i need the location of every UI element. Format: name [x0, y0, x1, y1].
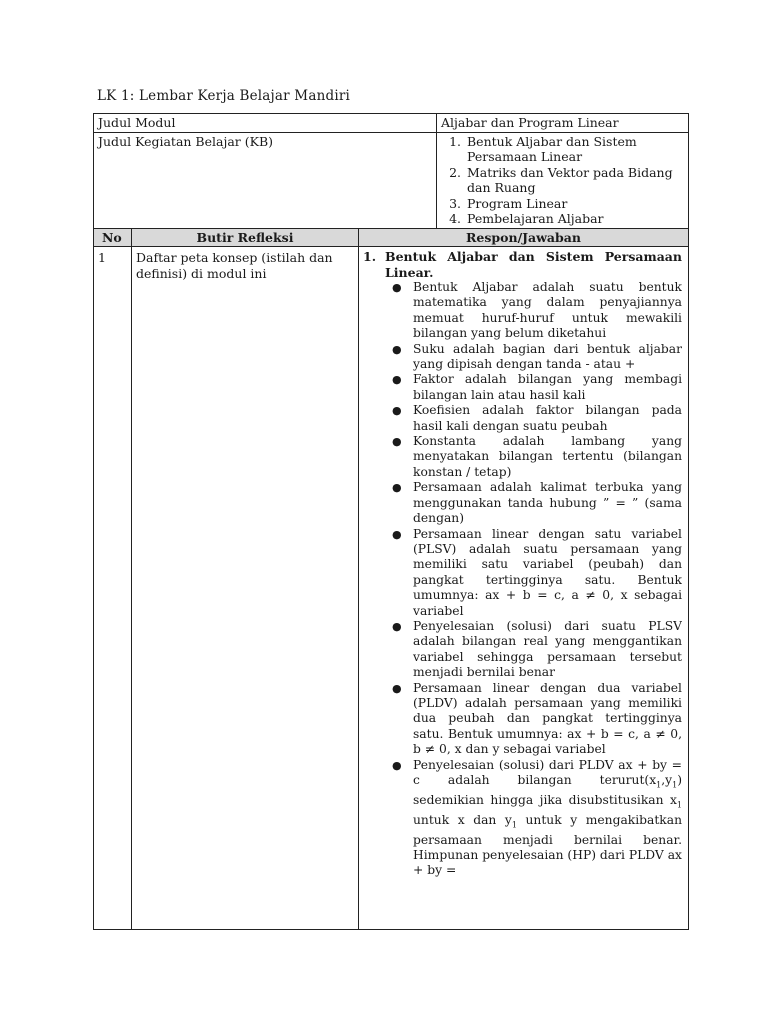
header-no: No	[94, 229, 132, 247]
reflection-table	[93, 228, 689, 930]
definition-text: Koefisien adalah faktor bilangan pada hasil kali dengan suatu peubah	[413, 403, 682, 433]
section-title: Bentuk Aljabar dan Sistem Persamaan Linear.	[385, 249, 682, 280]
kb-item: 3. Program Linear	[465, 196, 684, 212]
definition-text: Bentuk Aljabar adalah suatu bentuk matematika yang dalam penyajiannya memuat huruf-huruf untuk mewakili bilangan yang belum diketahui	[413, 280, 682, 341]
list-item	[392, 372, 682, 403]
definition-text: Penyelesaian (solusi) dari PLDV ax + by = c adalah bilangan $terurut(x_1,y_1)$ sedemikian hingga jika disubstitusikan $x_1$ untuk x dan $y_1$ untuk y mengakibatkan persamaan menjadi bernilai benar. Himpunan penyelesaian (HP) dari PLDV ax + by =	[413, 757, 682, 878]
kb-list	[441, 134, 684, 227]
kb-label: Judul Kegiatan Belajar (KB)	[94, 132, 437, 228]
kb-list-cell	[437, 132, 689, 228]
definition-text: Suku adalah bagian dari bentuk aljabar yang dipisah dengan tanda - atau +	[413, 341, 682, 372]
row-butir: Daftar peta konsep (istilah dan definisi) di modul ini	[132, 247, 359, 930]
bullet-icon: ●	[392, 404, 402, 418]
list-item	[392, 680, 682, 758]
bullet-icon: ●	[392, 373, 402, 387]
bullet-icon: ●	[392, 527, 402, 541]
module-info-table	[93, 113, 689, 229]
list-item	[392, 341, 682, 373]
list-item	[392, 434, 682, 480]
worksheet-title: LK 1: Lembar Kerja Belajar Mandiri	[97, 88, 351, 104]
section-heading	[361, 249, 682, 280]
module-label: Judul Modul	[94, 114, 437, 133]
section-number: 1.	[363, 249, 377, 264]
table-row	[94, 247, 689, 930]
bullet-icon: ●	[392, 619, 402, 633]
list-item	[392, 757, 682, 879]
definition-text: Persamaan linear dengan satu variabel (PLSV) adalah suatu persamaan yang memiliki satu variabel (peubah) dan pangkat tertingginya satu. Bentuk umumnya: ax + b = c, a ≠ 0, x sebagai variabel	[413, 526, 682, 618]
bullet-icon: ●	[392, 281, 402, 294]
list-item	[392, 480, 682, 526]
definition-text: Faktor adalah bilangan yang membagi bilangan lain atau hasil kali	[413, 372, 682, 402]
kb-item: 2. Matriks dan Vektor pada Bidang dan Ruang	[465, 165, 684, 196]
bullet-icon: ●	[392, 435, 402, 449]
header-butir: Butir Refleksi	[132, 229, 359, 247]
bullet-icon: ●	[392, 758, 402, 772]
list-item	[392, 618, 682, 681]
kb-item: 4. Pembelajaran Aljabar	[465, 211, 684, 227]
row-response	[359, 247, 689, 930]
row-number: 1	[94, 247, 132, 930]
definition-list	[361, 280, 682, 879]
bullet-icon: ●	[392, 342, 402, 356]
kb-item: 1. Bentuk Aljabar dan Sistem Persamaan Linear	[465, 134, 684, 165]
header-row	[94, 229, 689, 247]
header-respon: Respon/Jawaban	[359, 229, 689, 247]
bullet-icon: ●	[392, 481, 402, 495]
definition-text: Penyelesaian (solusi) dari suatu PLSV adalah bilangan real yang menggantikan variabel sehingga persamaan tersebut menjadi bernilai benar	[413, 618, 682, 680]
list-item	[392, 526, 682, 619]
definition-text: Konstanta adalah lambang yang menyatakan bilangan tertentu (bilangan konstan / tetap)	[413, 434, 682, 479]
kb-row	[94, 132, 689, 228]
list-item	[392, 280, 682, 342]
module-row	[94, 114, 689, 133]
definition-text: Persamaan linear dengan dua variabel (PLDV) adalah persamaan yang memiliki dua peubah dan pangkat tertingginya satu. Bentuk umumnya: ax + b = c, a ≠ 0, b ≠ 0, x dan y sebagai variabel	[413, 680, 682, 757]
list-item	[392, 403, 682, 434]
bullet-icon: ●	[392, 681, 402, 695]
module-value: Aljabar dan Program Linear	[437, 114, 689, 133]
definition-text: Persamaan adalah kalimat terbuka yang menggunakan tanda hubung ” = ” (sama dengan)	[413, 480, 682, 526]
